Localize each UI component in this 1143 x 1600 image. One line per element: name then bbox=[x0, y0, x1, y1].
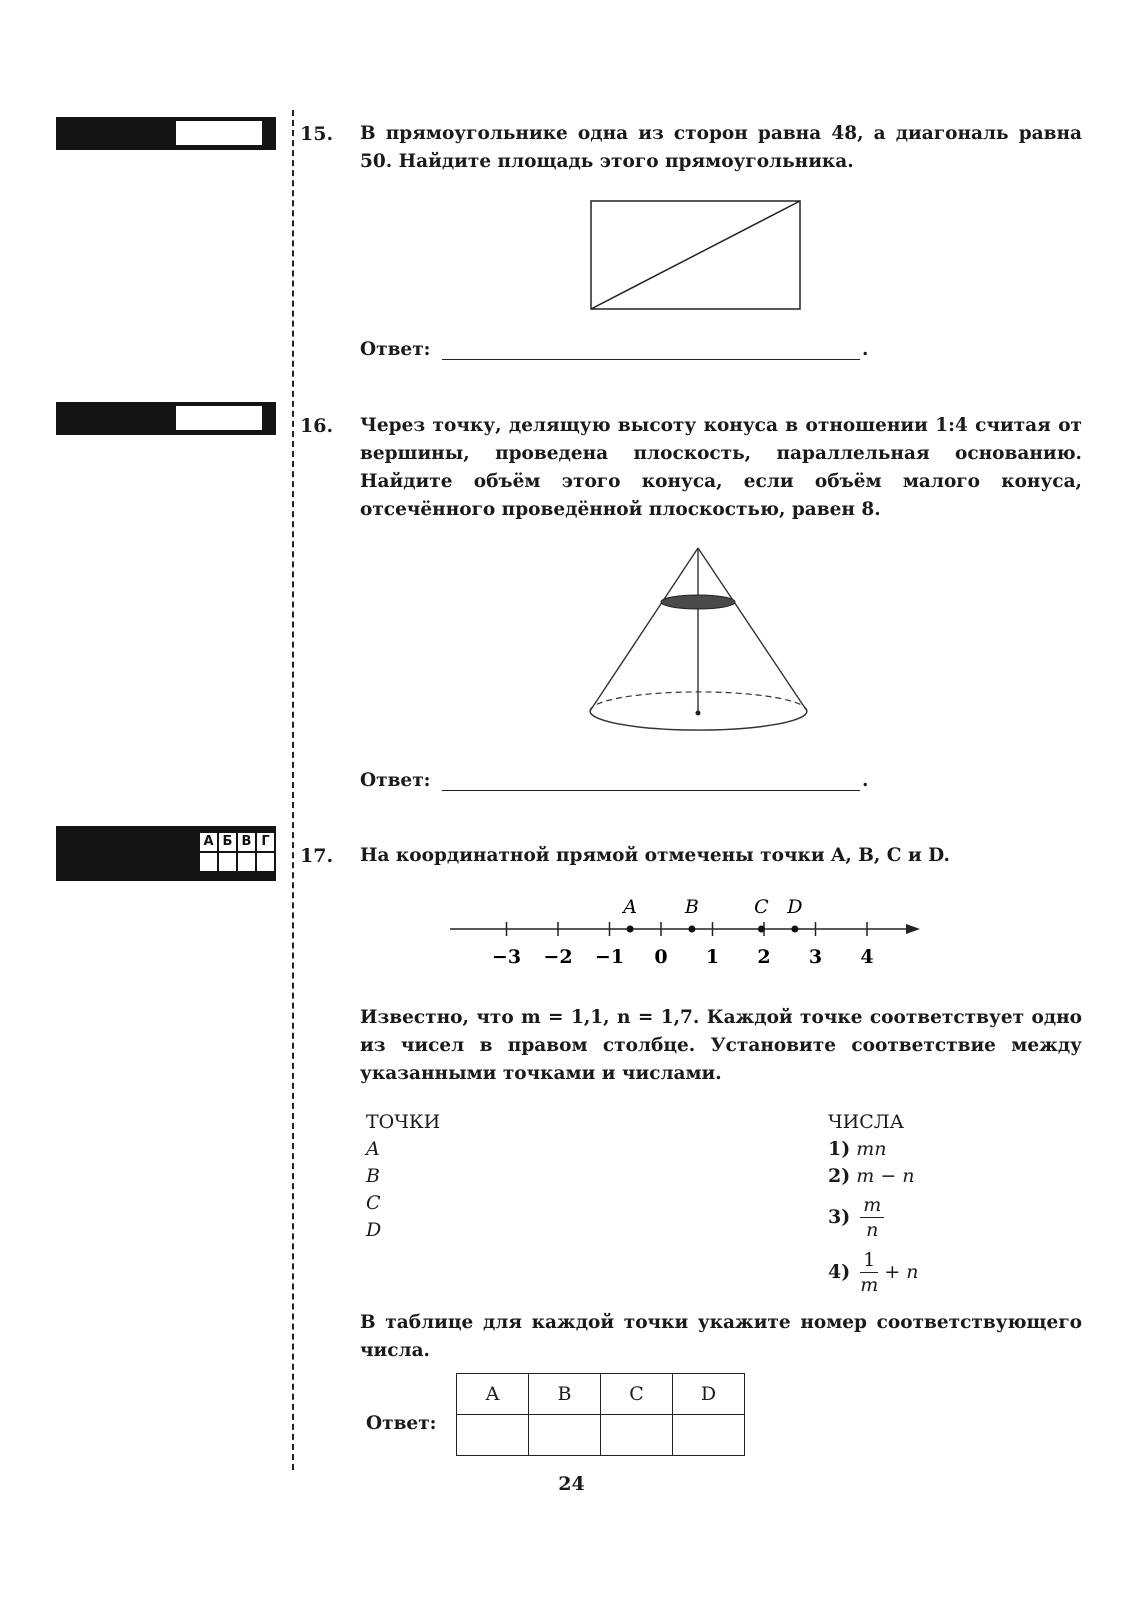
number-expr: m − n bbox=[856, 1165, 915, 1187]
answer-box-16[interactable] bbox=[176, 406, 262, 430]
number-line bbox=[450, 893, 950, 968]
answer-period: . bbox=[862, 339, 869, 360]
point-item: C bbox=[366, 1192, 381, 1214]
answer-code-header: Б bbox=[219, 833, 236, 851]
number-line-point bbox=[627, 926, 634, 933]
number-line-point bbox=[688, 926, 695, 933]
problem-text: Через точку, делящую высоту конуса в отношении 1:4 считая от вершины, проведена плоскость, параллельная основанию. Найдите объём этого конуса, если объём малого конуса, отсечённого проведённой плоскостью, равен 8. bbox=[360, 415, 1082, 520]
answer-label: Ответ: bbox=[360, 339, 431, 360]
answer-code-cell[interactable] bbox=[238, 853, 255, 871]
points-heading: ТОЧКИ bbox=[366, 1111, 441, 1133]
answer-field-15 bbox=[56, 117, 276, 150]
point-item: D bbox=[366, 1219, 382, 1241]
fraction-numerator: 1 bbox=[860, 1248, 878, 1273]
answer-code-grid-17[interactable] bbox=[200, 833, 274, 871]
known-values-text: Известно, что m = 1,1, n = 1,7. Каждой точке соответствует одно из чисел в правом столбце. Установите соответствие между указанными точками и числами. bbox=[360, 1007, 1082, 1084]
number-index: 1) bbox=[828, 1138, 851, 1160]
answer-table-header: C bbox=[601, 1374, 673, 1415]
answer-table-cell[interactable] bbox=[673, 1415, 745, 1456]
number-line-tick-label: −1 bbox=[594, 946, 625, 968]
number-index: 3) bbox=[828, 1205, 851, 1228]
number-line-tick-label: 4 bbox=[860, 946, 874, 968]
number-item bbox=[828, 1244, 919, 1300]
points-column bbox=[366, 1109, 440, 1244]
answer-code-cell[interactable] bbox=[200, 853, 217, 871]
number-line-arrow bbox=[906, 924, 920, 934]
answer-table-cell[interactable] bbox=[529, 1415, 601, 1456]
number-line-tick-label: −2 bbox=[543, 946, 573, 968]
answer-table-header: A bbox=[457, 1374, 529, 1415]
answer-code-cell[interactable] bbox=[257, 853, 274, 871]
point-item: A bbox=[366, 1138, 380, 1160]
problem-text: На координатной прямой отмечены точки A, B, C и D. bbox=[360, 845, 950, 866]
cone-diagram bbox=[585, 545, 815, 735]
answer-field-16 bbox=[56, 402, 276, 435]
answer-box-15[interactable] bbox=[176, 121, 262, 145]
answer-table-header: B bbox=[529, 1374, 601, 1415]
number-line-point-label: B bbox=[684, 896, 699, 918]
answer-input-16[interactable] bbox=[442, 769, 860, 791]
problem-number: 15. bbox=[300, 123, 334, 145]
numbers-heading: ЧИСЛА bbox=[828, 1111, 905, 1133]
answer-period: . bbox=[862, 770, 869, 791]
number-line-tick-label: 2 bbox=[757, 946, 771, 968]
point-item: B bbox=[366, 1165, 380, 1187]
number-line-point bbox=[758, 926, 765, 933]
answer-label: Ответ: bbox=[366, 1413, 437, 1434]
number-line-point bbox=[791, 926, 798, 933]
number-line-tick-label: 3 bbox=[808, 946, 823, 968]
problem-number: 17. bbox=[300, 845, 334, 867]
answer-table-header: D bbox=[673, 1374, 745, 1415]
fraction-numerator: m bbox=[860, 1193, 884, 1218]
answer-table bbox=[456, 1373, 745, 1456]
fraction-denominator: m bbox=[860, 1273, 879, 1296]
answer-code-header: А bbox=[200, 833, 217, 851]
answer-code-header: Г bbox=[257, 833, 274, 851]
answer-code-cell[interactable] bbox=[219, 853, 236, 871]
answer-label: Ответ: bbox=[360, 770, 431, 791]
number-line-point-label: D bbox=[787, 896, 803, 918]
number-line-tick-label: 1 bbox=[705, 946, 720, 968]
number-line-tick-label: −3 bbox=[491, 946, 522, 968]
fraction-denominator: n bbox=[866, 1218, 879, 1241]
number-line-tick-label: 0 bbox=[654, 946, 668, 968]
number-index: 2) bbox=[828, 1165, 851, 1187]
number-item bbox=[828, 1136, 919, 1163]
number-item bbox=[828, 1190, 919, 1244]
page-number: 24 bbox=[558, 1473, 585, 1495]
answer-table-cell[interactable] bbox=[601, 1415, 673, 1456]
number-index: 4) bbox=[828, 1260, 851, 1283]
number-expr: mn bbox=[856, 1138, 887, 1160]
answer-code-header: В bbox=[238, 833, 255, 851]
numbers-column bbox=[828, 1109, 919, 1300]
number-expr-suffix: + n bbox=[884, 1260, 919, 1283]
problem-number: 16. bbox=[300, 415, 334, 437]
rectangle-diagram bbox=[590, 200, 802, 312]
problem-text: В прямоугольнике одна из сторон равна 48, а диагональ равна 50. Найдите площадь этого прямоугольника. bbox=[360, 123, 1082, 172]
number-line-point-label: C bbox=[754, 896, 769, 918]
number-item bbox=[828, 1163, 919, 1190]
number-line-point-label: A bbox=[623, 896, 637, 918]
answer-input-15[interactable] bbox=[442, 338, 860, 360]
answer-table-cell[interactable] bbox=[457, 1415, 529, 1456]
cut-line bbox=[292, 110, 294, 1470]
table-instruction: В таблице для каждой точки укажите номер соответствующего числа. bbox=[360, 1312, 1082, 1361]
